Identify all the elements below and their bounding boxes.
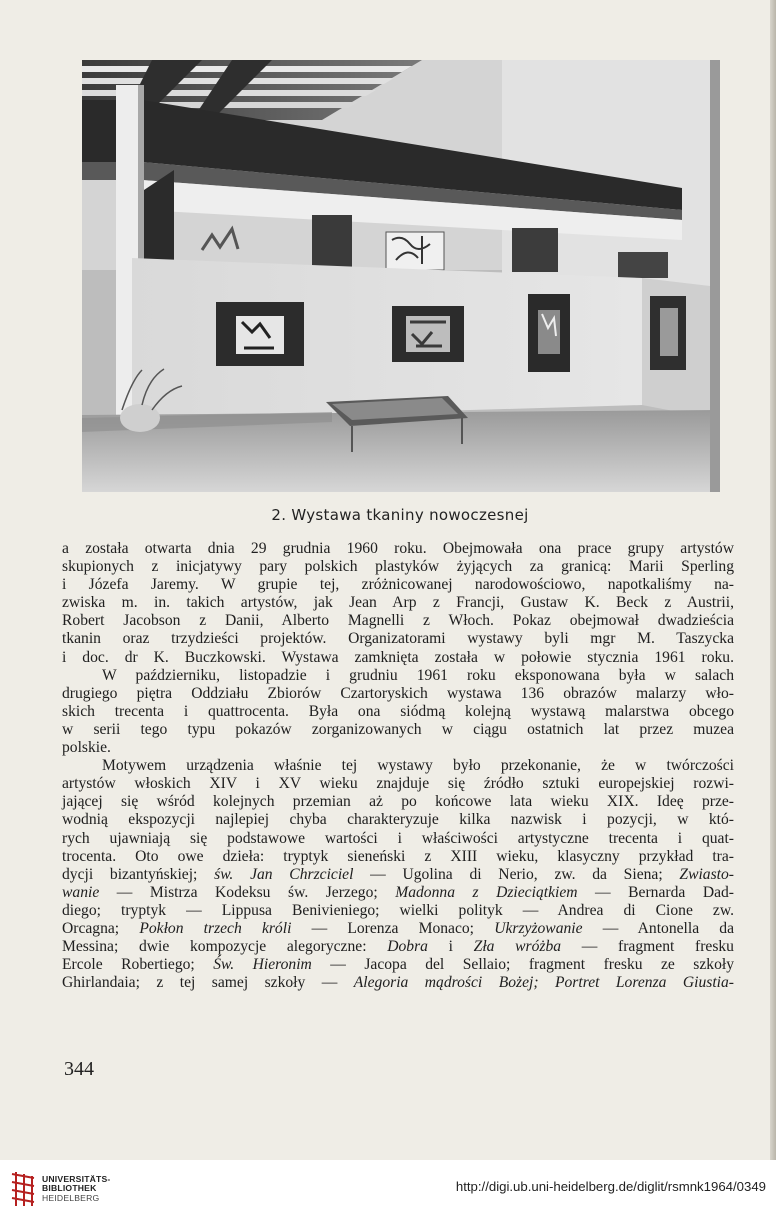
text-run: dycji bizantyńskiej;	[62, 865, 215, 883]
text-run: i doc. dr K. Buczkowski. Wystawa zamknięta została w połowie stycznia 1961 roku.	[62, 648, 734, 666]
italic-title: Ukrzyżowanie	[494, 919, 583, 937]
text-line	[62, 649, 734, 667]
exhibition-hall-image	[82, 60, 720, 492]
text-line	[62, 938, 734, 956]
italic-title: Pokłon trzech króli	[139, 919, 292, 937]
text-line	[62, 703, 734, 721]
text-run: — Antonella da	[582, 919, 735, 937]
text-line	[62, 902, 734, 920]
text-run: w serii tego typu pokazów zorganizowanych w ciągu ostatnich lat przez muzea	[62, 720, 734, 738]
text-run: rych ujawniają się podstawowe wartości i właściwości artystyczne trecenta i quat-	[62, 829, 734, 847]
text-line	[62, 739, 734, 757]
text-line	[62, 793, 734, 811]
text-line	[62, 920, 734, 938]
text-run: skupionych z inicjatywy pary polskich plastyków żyjących za granicą: Marii Sperling	[62, 558, 734, 576]
text-run: — Bernarda Dad-	[577, 883, 734, 901]
text-run: zwiska m. in. takich artystów, jak Jean Arp z Francji, Gustaw K. Beck z Austrii,	[62, 594, 734, 612]
text-run: Ercole Robertiego;	[62, 956, 214, 974]
italic-title: Dobra	[387, 938, 428, 956]
text-line	[62, 558, 734, 576]
italic-title: św. Jan Chrzciciel	[214, 865, 354, 883]
page-number: 344	[64, 1058, 94, 1080]
text-run: — Lorenza Monaco;	[291, 919, 495, 937]
text-run: Orcagna;	[62, 919, 140, 937]
text-line	[62, 576, 734, 594]
text-run: — fragment fresku	[561, 938, 734, 956]
permalink-url[interactable]: http://digi.ub.uni-heidelberg.de/diglit/rsmnk1964/0349	[455, 1179, 766, 1194]
text-run: a została otwarta dnia 29 grudnia 1960 roku. Obejmowała ona prace grupy artystów	[62, 540, 734, 557]
italic-title: Madonna z Dzieciątkiem	[395, 883, 578, 901]
logo-line-3: HEIDELBERG	[42, 1192, 100, 1203]
text-run: skich trecenta i quattrocenta. Była ona siódmą kolejną wystawą malarstwa obcego	[62, 702, 734, 720]
text-line	[62, 667, 734, 685]
text-run: Messina; dwie kompozycje alegoryczne:	[62, 938, 388, 956]
text-run: jającej się wśród kolejnych przemian aż po końcowe lata wieku XIX. Ideę prze-	[62, 793, 734, 811]
exhibition-photo	[82, 60, 720, 492]
text-run: Motywem urządzenia właśnie tej wystawy było przekonanie, że w twórczości	[102, 757, 734, 775]
text-line	[62, 974, 734, 992]
text-run: — Mistrza Kodeksu św. Jerzego;	[99, 883, 396, 901]
text-run: Robert Jacobson z Danii, Alberto Magnelli z Włoch. Pokaz obejmował dwadzieścia	[62, 612, 734, 630]
library-logo-icon[interactable]	[8, 1168, 38, 1208]
text-line	[62, 811, 734, 829]
text-line	[62, 884, 734, 902]
text-run: W październiku, listopadzie i grudniu 1961 roku eksponowana była w salach	[102, 666, 734, 684]
text-line	[62, 830, 734, 848]
text-run: Ghirlandaia; z tej samej szkoły —	[62, 974, 354, 992]
italic-title: wanie	[62, 883, 100, 901]
text-line	[62, 594, 734, 612]
logo-line-1: UNIVERSITÄTS-	[42, 1174, 111, 1184]
body-text	[62, 540, 734, 992]
text-run: diego; tryptyk — Lippusa Benivieniego; wielki polityk — Andrea di Cione zw.	[62, 901, 734, 919]
italic-title: Alegoria mądrości Bożej; Portret Lorenza Giustia-	[353, 974, 734, 992]
text-run: drugiego piętra Oddziału Zbiorów Czartoryskich wystawa 136 obrazów malarzy wło-	[62, 684, 734, 702]
text-line	[62, 848, 734, 866]
text-run: artystów włoskich XIV i XV wieku znajduje się źródło sztuki europejskiej rozwi-	[62, 775, 734, 793]
logo-line-2: BIBLIOTHEK	[42, 1183, 97, 1194]
footer-bar	[0, 1160, 776, 1216]
text-line	[62, 612, 734, 630]
text-run: wodnią ekspozycji najlepiej chyba charakteryzuje kilka nazwisk i pozycji, w któ-	[62, 811, 734, 829]
italic-title: Zła wróżba	[473, 938, 562, 956]
text-run: i Józefa Jaremy. W grupie tej, zróżnicowanej narodowościowo, napotkaliśmy na-	[62, 576, 734, 594]
text-run: i	[427, 938, 474, 956]
text-run: tkanin oraz trzydzieści projektów. Organizatorami wystawy byli mgr M. Taszycka	[62, 630, 734, 648]
text-run: — Ugolina di Nerio, zw. da Siena;	[353, 865, 680, 883]
page-edge	[770, 0, 776, 1160]
text-line	[62, 721, 734, 739]
library-logo-text[interactable]	[42, 1175, 111, 1203]
text-line	[62, 866, 734, 884]
italic-title: Zwiasto-	[679, 865, 734, 883]
text-line	[62, 757, 734, 775]
text-line	[62, 630, 734, 648]
italic-title: Św. Hieronim	[213, 956, 312, 974]
text-line	[62, 775, 734, 793]
text-run: — Jacopa del Sellaio; fragment fresku ze szkoły	[311, 956, 735, 974]
text-run: trocenta. Oto owe dzieła: tryptyk sieneński z XIII wieku, klasyczny przykład tra-	[62, 847, 734, 865]
text-line	[62, 956, 734, 974]
text-run: polskie.	[62, 739, 111, 757]
text-line	[62, 685, 734, 703]
text-line	[62, 540, 734, 558]
figure-caption: 2. Wystawa tkaniny nowoczesnej	[271, 506, 529, 524]
